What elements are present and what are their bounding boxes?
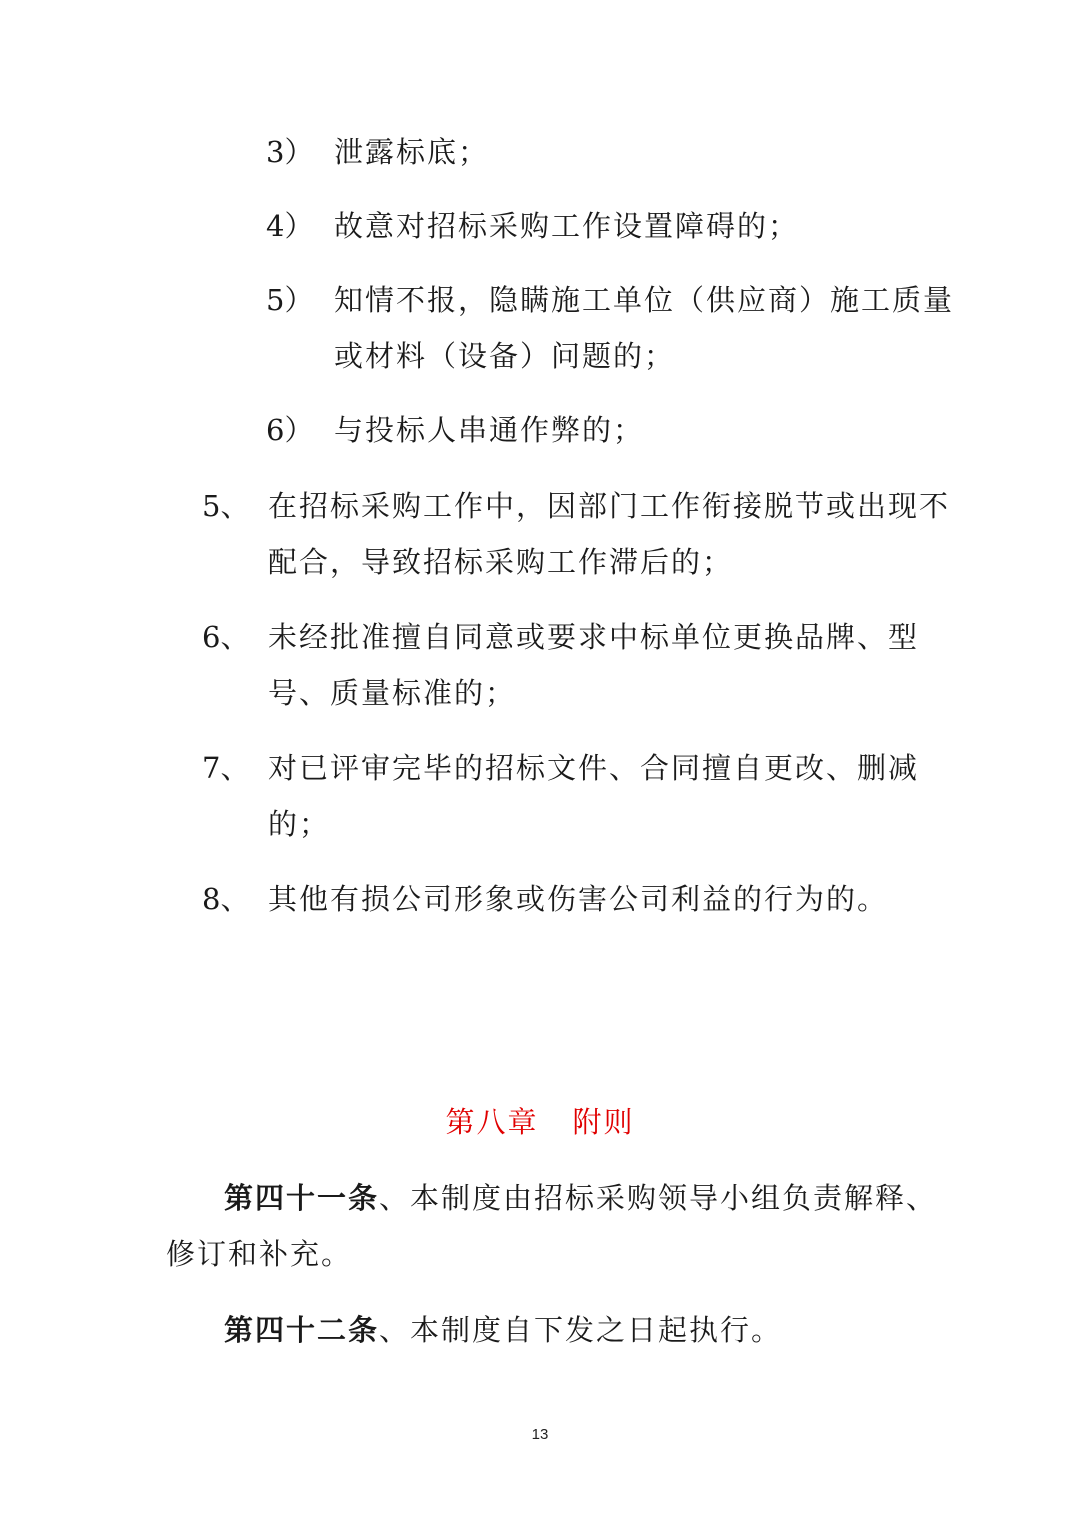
item-number: 7、 bbox=[202, 751, 250, 785]
article-42 bbox=[224, 1310, 782, 1350]
sub-item-text-continued: 或材料（设备）问题的； bbox=[334, 339, 676, 373]
chapter-title: 附则 bbox=[572, 1105, 635, 1139]
item-number: 6、 bbox=[202, 620, 250, 654]
article-text-continued: 修订和补充。 bbox=[166, 1237, 353, 1271]
sub-item-text: 故意对招标采购工作设置障碍的； bbox=[334, 209, 800, 243]
item-text: 对已评审完毕的招标文件、合同擅自更改、删减 bbox=[268, 751, 920, 785]
chapter-heading bbox=[0, 1102, 1080, 1142]
item-text-continued: 的； bbox=[268, 807, 331, 841]
article-label: 第四十二条 bbox=[224, 1313, 380, 1347]
item-text-continued: 配合，导致招标采购工作滞后的； bbox=[268, 545, 734, 579]
article-text: 、本制度由招标采购领导小组负责解释、 bbox=[379, 1181, 938, 1215]
sub-item-text: 泄露标底； bbox=[334, 135, 490, 169]
item-text: 在招标采购工作中，因部门工作衔接脱节或出现不 bbox=[268, 489, 951, 523]
item-text-continued: 号、质量标准的； bbox=[268, 676, 517, 710]
article-label: 第四十一条 bbox=[224, 1181, 380, 1215]
item-number: 8、 bbox=[202, 882, 250, 916]
sub-item-text: 知情不报，隐瞒施工单位（供应商）施工质量 bbox=[334, 283, 955, 317]
chapter-number: 第八章 bbox=[445, 1105, 539, 1139]
item-text: 其他有损公司形象或伤害公司利益的行为的。 bbox=[268, 882, 889, 916]
sub-item-number: 3） bbox=[266, 135, 314, 169]
article-41 bbox=[224, 1178, 937, 1218]
sub-item-text: 与投标人串通作弊的； bbox=[334, 413, 645, 447]
article-text: 、本制度自下发之日起执行。 bbox=[379, 1313, 783, 1347]
page-number: 13 bbox=[531, 1426, 549, 1443]
sub-item-number: 5） bbox=[266, 283, 314, 317]
item-number: 5、 bbox=[202, 489, 250, 523]
sub-item-number: 6） bbox=[266, 413, 314, 447]
item-text: 未经批准擅自同意或要求中标单位更换品牌、型 bbox=[268, 620, 920, 654]
sub-item-number: 4） bbox=[266, 209, 314, 243]
